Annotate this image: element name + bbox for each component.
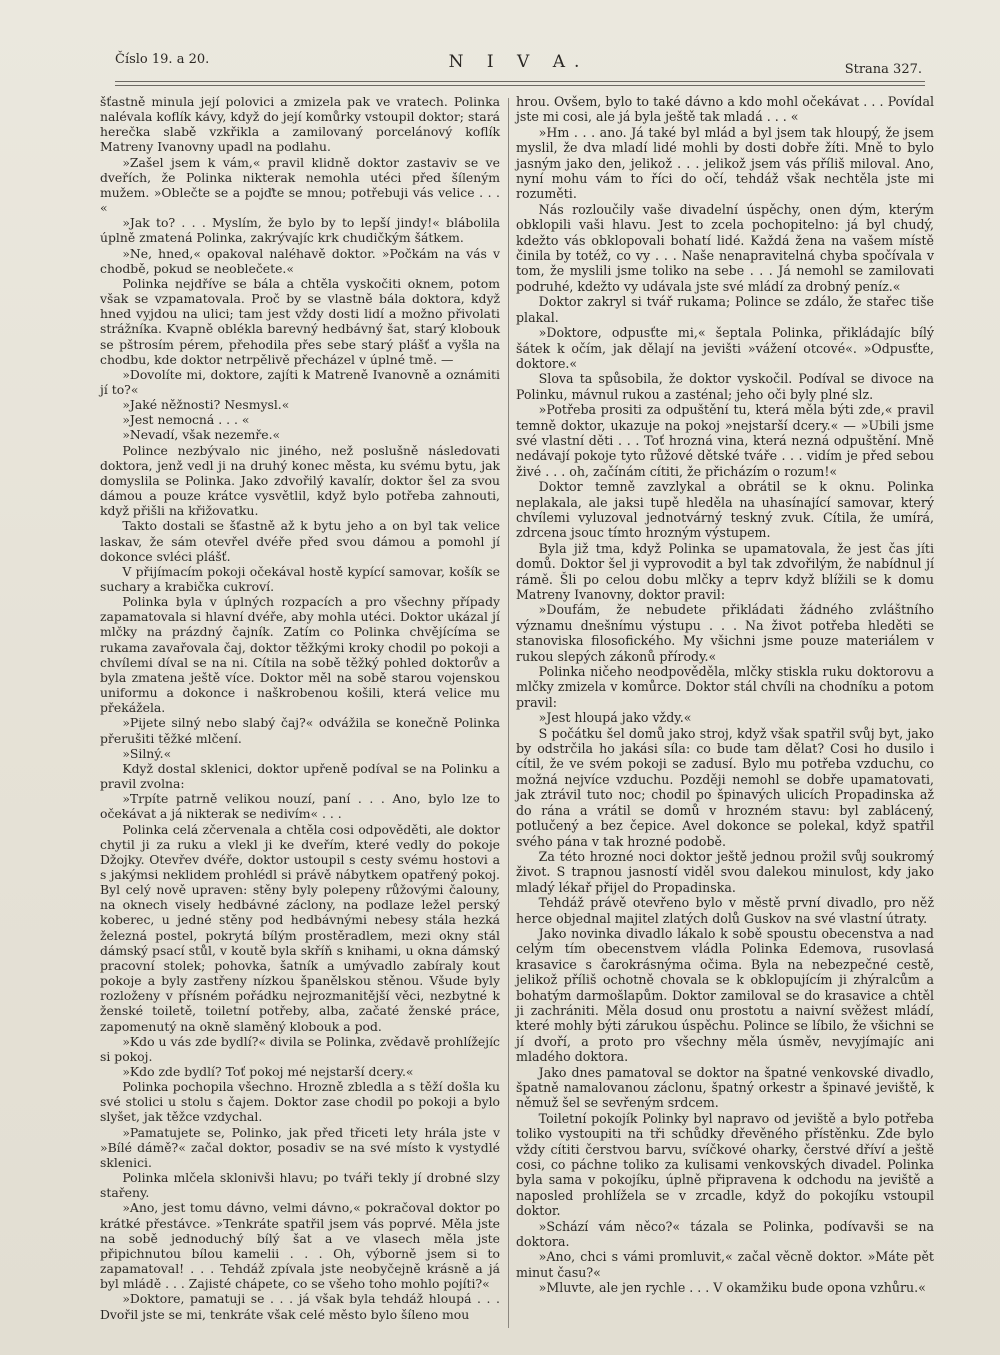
paragraph: »Zašel jsem k vám,« pravil klidně doktor zastaviv se ve dveřích, že Polinka nikterak nemohla utéci před šíleným mužem. »Oblečte se a pojďte se mnou; potřebuji vás velice . . . « [100, 154, 500, 216]
paragraph: Polinka pochopila všechno. Hrozně zbledla a s těží došla ku své stolici u stolu s čajem. Doktor zase chodil po pokoji a bylo slyšet, jak těžce vzdychal. [100, 1079, 500, 1125]
paragraph: Toiletní pokojík Polinky byl napravo od jeviště a bylo potřeba toliko vystoupiti na tři schůdky dřevěného přístěnku. Zde bylo vždy cítiti čerstvou barvu, svíčkové oharky, čerstvé dříví a ještě cosi, co páchne toliko za kulisami venkovských divadel. Polinka byla sama v pokojíku, úplně připravena k odchodu na jeviště a naposled prohlížela se v zrcadle, když do pokojíku vstoupil doktor. [516, 1110, 934, 1219]
paragraph: »Jaké něžnosti? Nesmysl.« [122, 397, 290, 413]
paragraph: Doktor zakryl si tvář rukama; Polince se zdálo, že stařec tiše plakal. [516, 294, 934, 325]
right-column [516, 94, 934, 1296]
paragraph: Nás rozloučily vaše divadelní úspěchy, onen dým, kterým obklopili vaši hlavu. Jest to zcela pochopitelno: já byl chudý, kdežto vás obklopovali bohatí lidé. Každá žena na vašem místě činila by totéž, co vy . . . Naše nenapravitelná chyba spočívala v tom, že myslili jsme toliko na sebe . . . Já nemohl se zamilovati podruhé, kdežto vy udávala jste své mládí za drobný peníz.« [516, 201, 934, 294]
paragraph: »Doufám, že nebudete přikládati žádného zvláštního významu dnešnímu výstupu . . . Na život potřeba hleděti se stanoviska filosofického. My všichni jsme pouze materiálem v rukou slepých zákonů přírody.« [516, 602, 934, 664]
paragraph: »Hm . . . ano. Já také byl mlád a byl jsem tak hloupý, že jsem myslil, že dva mladí lidé mohli by dosti dobře žíti. Mně to bylo jasným jako den, jelikož . . . jelikož jsem vás příliš miloval. Ano, nyní mohu vám to říci do očí, tehdáž však nechtěla jste mi rozuměti. [516, 124, 934, 202]
page-number: Strana 327. [844, 62, 922, 77]
paragraph: Takto dostali se šťastně až k bytu jeho a on byl tak velice laskav, že sám otevřel dvéře před svou dámou a pomohl jí dokonce svléci plášť. [100, 518, 500, 564]
paragraph: »Ano, jest tomu dávno, velmi dávno,« pokračoval doktor po krátké přestávce. »Tenkráte spatřil jsem vás poprvé. Měla jste na sobě jednoduchý bílý šat a ve vlasech měla jste připichnutou bílou kamelii . . . Oh, výborně jsem si to zapamatoval! . . . Tehdáž zpívala jste neobyčejně krásně a já byl mládě . . . Zajisté chápete, co se všeho toho mohlo pojíti?« [100, 1200, 500, 1292]
paragraph: Slova ta spůsobila, že doktor vyskočil. Podíval se divoce na Polinku, mávnul rukou a zasténal; jeho oči byly plné slz. [516, 371, 934, 402]
paragraph: Polinka nejdříve se bála a chtěla vyskočiti oknem, potom však se vzpamatovala. Proč by se vlastně bála doktora, když hned vyjdou na ulici; tam jest vždy dosti lidí a možno přivolati strážníka. Kvapně oblékla barevný hedbávný šat, starý klobouk se pštrosím pérem, přehodila přes sebe starý plášť a vyšla na chodbu, kde doktor netrpělivě přecházel v úplné tmě. — [100, 275, 500, 367]
paragraph: »Nevadí, však nezemře.« [122, 427, 281, 443]
paragraph: »Pijete silný nebo slabý čaj?« odvážila se konečně Polinka přerušiti těžké mlčení. [100, 715, 500, 746]
paragraph: »Ne, hned,« opakoval naléhavě doktor. »Počkám na vás v chodbě, pokud se neoblečete.« [100, 245, 500, 276]
header-rule [115, 81, 925, 86]
left-column [100, 94, 500, 1322]
issue-number: Číslo 19. a 20. [115, 52, 210, 67]
paragraph: Jako novinka divadlo lákalo k sobě spoustu obecenstva a nad celým tím obecenstvem vládla Polinka Edemova, rusovlasá krasavice s čarokrásnýma očima. Byla na nebezpečné cestě, jelikož příliš ochotně chovala se k obklopujícím ji zhýralcům a bohatým darmošlapům. Doktor zamiloval se do krasavice a chtěl ji zachrániti. Měla dosud onu prostotu a naivní svěžest mládí, které mohly býti zárukou úspěchu. Polince se líbilo, že všichni se jí dvoří, a proto pro všechny měla úsměv, nevyjímajíc ani mladého doktora. [516, 925, 934, 1065]
paragraph: Polince nezbývalo nic jiného, než poslušně následovati doktora, jenž vedl ji na druhý konec města, ku svému bytu, jak domyslila se Polinka. Jako zdvořilý kavalír, doktor šel za svou dámou a pouze krátce vysvětlil, když bylo potřeba zahnouti, když přišli na křižovatku. [100, 442, 500, 519]
page-header [115, 52, 922, 82]
paragraph: S počátku šel domů jako stroj, když však spatřil svůj byt, jako by odstrčila ho jakási síla: co bude tam dělat? Cosi ho dusilo i cítil, že ve svém pokoji se zadusí. Bylo mu potřeba vzduchu, co možná nejvíce vzduchu. Později nemohl se dobře upamatovati, jak ztrávil tuto noc; chodil po špinavých ulicích Propadinska až do rána a vrátil se domů v hrozném stavu: byl zablácený, potlučený a bez čepice. Avel dokonce se polekal, když spatřil svého pána v tak hrozné podobě. [516, 725, 934, 849]
paragraph: Tehdáž právě otevřeno bylo v městě první divadlo, pro něž herce objednal majitel zlatých dolů Guskov na své vlastní útraty. [516, 895, 934, 926]
paragraph: Byla již tma, když Polinka se upamatovala, že jest čas jíti domů. Doktor šel ji vyprovodit a byl tak zdvořilým, že nabídnul jí rámě. Šli po celou dobu mlčky a teprv když blížili se k domu Matreny Ivanovny, doktor pravil: [516, 540, 934, 602]
paragraph: »Jak to? . . . Myslím, že bylo by to lepší jindy!« blábolila úplně zmatená Polinka, zakrývajíc krk chudičkým šátkem. [100, 215, 500, 246]
paragraph: Polinka mlčela sklonivši hlavu; po tváři tekly jí drobné slzy stařeny. [100, 1170, 500, 1201]
paragraph: »Mluvte, ale jen rychle . . . V okamžiku bude opona vzhůru.« [538, 1280, 926, 1296]
paragraph: »Kdo zde bydlí? Toť pokoj mé nejstarší dcery.« [122, 1064, 414, 1079]
paragraph: Polinka ničeho neodpověděla, mlčky stiskla ruku doktorovu a mlčky zmizela v komůrce. Doktor stál chvíli na chodníku a potom pravil: [516, 664, 934, 710]
paragraph: hrou. Ovšem, bylo to také dávno a kdo mohl očekávat . . . Povídal jste mi cosi, ale já byla ještě tak mladá . . . « [516, 94, 934, 125]
paragraph: Když dostal sklenici, doktor upřeně podíval se na Polinku a pravil zvolna: [100, 760, 500, 792]
paragraph: »Potřeba prositi za odpuštění tu, která měla býti zde,« pravil temně doktor, ukazuje na pokoj »nejstarší dcery.« — »Ubili jsme své vlastní děti . . . Toť hrozná vina, která nezná odpuštění. Mně nedávají pokoje tyto růžové dětské tváře . . . vidím je před sebou živé . . . oh, začínám cítiti, že přicházím o rozum!« [516, 402, 934, 479]
paragraph: »Kdo u vás zde bydlí?« divila se Polinka, zvědavě prohlížejíc si pokoj. [100, 1033, 500, 1064]
paragraph: »Schází vám něco?« tázala se Polinka, podívavši se na doktora. [516, 1218, 934, 1250]
paragraph: »Dovolíte mi, doktore, zajíti k Matreně Ivanovně a oznámiti jí to?« [100, 366, 500, 397]
paragraph: Jako dnes pamatoval se doktor na špatné venkovské divadlo, špatně namalovanou záclonu, špatný orkestr a špinavé jeviště, k němuž šel se sevřeným srdcem. [516, 1064, 934, 1111]
paragraph: šťastně minula její polovici a zmizela pak ve vratech. Polinka nalévala koflík kávy, když do její komůrky vstoupil doktor; stará herečka slabě vzkřikla a zamilovaný porcelánový koflík Matreny Ivanovny upadl na podlahu. [100, 94, 500, 155]
paragraph: »Jest nemocná . . . « [122, 412, 250, 428]
paragraph: Polinka byla v úplných rozpacích a pro všechny případy zapamatovala si hlavní dvéře, aby mohla utéci. Doktor ukázal jí mlčky na prázdný čajník. Zatím co Polinka chvějícíma se rukama zavařovala čaj, doktor těžkými kroky chodil po pokoji a chvílemi díval se na ni. Cítila na sobě těžký pohled doktorův a byla zmatena ještě více. Doktor měl na sobě starou vojenskou uniformu a dokonce i naškrobenou košili, která velice mu překážela. [100, 594, 500, 716]
paragraph: Doktor temně zavzlykal a obrátil se k oknu. Polinka neplakala, ale jaksi tupě hleděla na uhasínající samovar, který chvílemi vyluzoval jednotvárný teskný zvuk. Cítila, že umírá, zdrcena jsouc tímto hrozným výstupem. [516, 479, 934, 541]
paragraph: »Trpíte patrně velikou nouzí, paní . . . Ano, bylo lze to očekávat a já nikterak se nedivím« . . . [100, 791, 500, 822]
paragraph: »Ano, chci s vámi promluvit,« začal věcně doktor. »Máte pět minut času?« [516, 1249, 934, 1280]
paragraph: V přijímacím pokoji očekával hostě kypící samovar, košík se suchary a krabička cukroví. [100, 563, 500, 594]
paragraph: »Pamatujete se, Polinko, jak před třiceti lety hrála jste v »Bílé dámě?« začal doktor, posadiv se na své místo k vystydlé sklenici. [100, 1124, 500, 1170]
paragraph: Polinka celá zčervenala a chtěla cosi odpověděti, ale doktor chytil ji za ruku a vlekl ji ke dveřím, které vedly do pokoje Džojky. Otevřev dvéře, doktor ustoupil s cesty svému hostovi a s jakýmsi neklidem prohlédl si právě nábytkem opatřený pokoj. Byl celý nově upraven: stěny byly polepeny růžovými čalouny, na oknech visely hedbávné záclony, na podlaze ležel perský koberec, u jedné stěny pod hedbávnými nebesy stála hezká železná postel, pokrytá bílým prostěradlem, mezi okny stál dámský psací stůl, v koutě byla skříň s knihami, u okna dámský pracovní stolek; pohovka, šatník a umývadlo zabíraly kout pokoje a byly zastřeny nízkou španělskou stěnou. Všude byly rozloženy v přísném pořádku nejrozmanitější věci, nezbytné k ženské toiletě, toiletní potřeby, alba, začaté ženské práce, zapomenutý na okně slaměný klobouk a pod. [100, 821, 500, 1034]
journal-title: N I V A. [448, 52, 589, 72]
paragraph: »Silný.« [122, 745, 172, 761]
paragraph: »Jest hloupá jako vždy.« [538, 710, 692, 726]
column-divider [508, 98, 509, 1328]
paragraph: »Doktore, pamatuji se . . . já však byla tehdáž hloupá . . . Dvořil jste se mi, tenkráte však celé město bylo šíleno mou [100, 1291, 500, 1322]
paragraph: »Doktore, odpusťte mi,« šeptala Polinka, přikládajíc bílý šátek k očím, jak dělají na jevišti »vážení otcové«. »Odpusťte, doktore.« [516, 325, 934, 371]
paragraph: Za této hrozné noci doktor ještě jednou prožil svůj soukromý život. S trapnou jasností viděl svou dalekou minulost, kdy jako mladý lékař přijel do Propadinska. [516, 848, 934, 895]
